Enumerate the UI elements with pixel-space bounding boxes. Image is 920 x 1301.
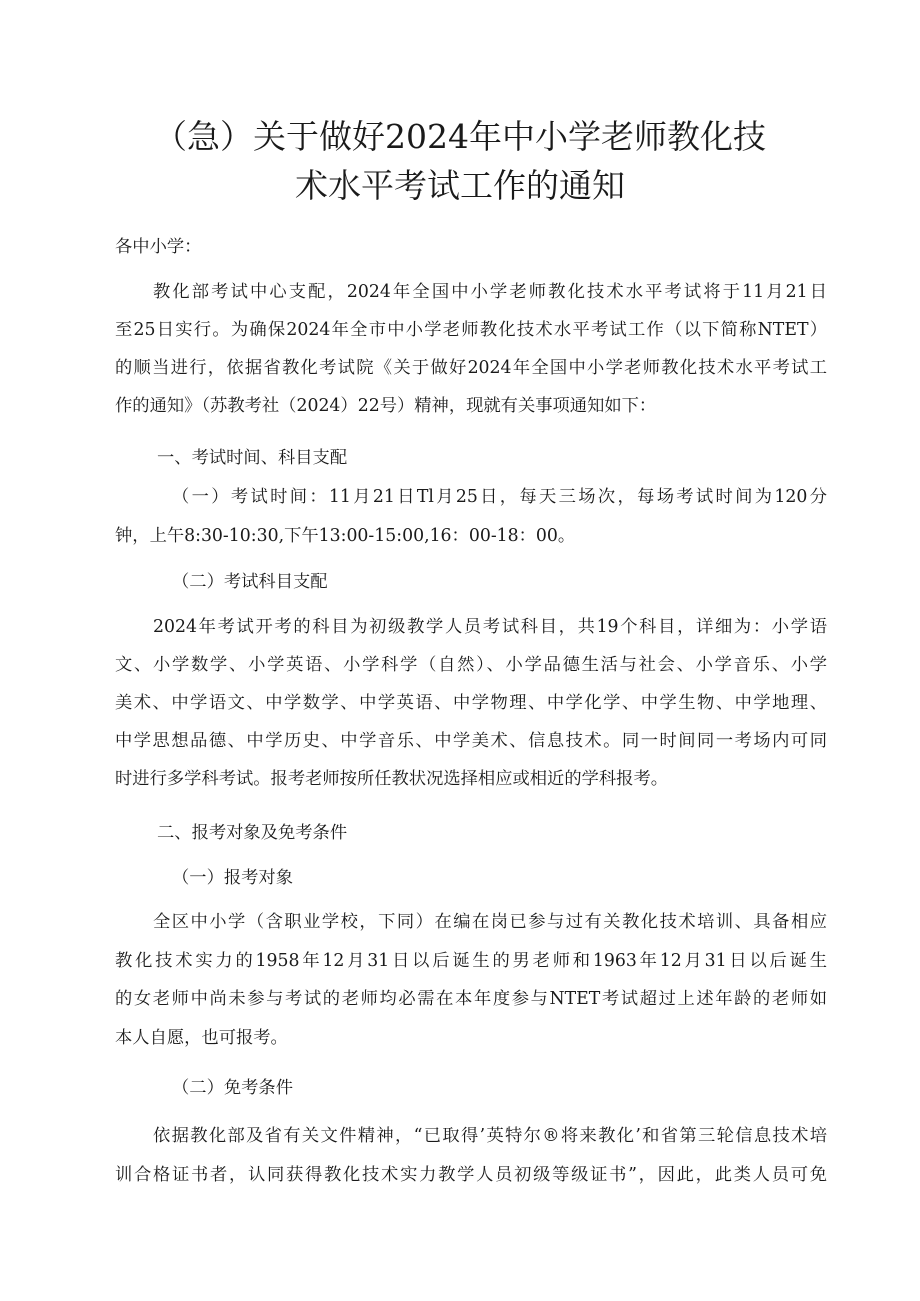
paragraph-line: 的女老师中尚未参与考试的老师均必需在本年度参与NTET考试超过上述年龄的老师如 bbox=[115, 989, 827, 1009]
document-title-line-1: （急）关于做好2024年中小学老师教化技 bbox=[154, 117, 766, 156]
subsection-heading: （一）报考对象 bbox=[172, 868, 293, 888]
paragraph-line: 本人自愿，也可报考。 bbox=[115, 1028, 288, 1048]
paragraph-line: 钟，上午8:30-10:30,下午13:00-15:00,16：00-18：00。 bbox=[115, 526, 576, 546]
section-heading: 一、考试时间、科目支配 bbox=[157, 448, 348, 468]
subsection-heading: （二）免考条件 bbox=[172, 1078, 293, 1098]
paragraph-line: 中学思想品德、中学历史、中学音乐、中学美术、信息技术。同一时间同一考场内可同 bbox=[115, 731, 827, 751]
subsection-heading: （二）考试科目支配 bbox=[172, 572, 328, 592]
paragraph-line: 依据教化部及省有关文件精神，“已取得’英特尔®将来教化’和省第三轮信息技术培 bbox=[153, 1126, 827, 1146]
paragraph-line: 2024年考试开考的科目为初级教学人员考试科目，共19个科目，详细为：小学语 bbox=[153, 617, 827, 637]
section-heading: 二、报考对象及免考条件 bbox=[157, 823, 348, 843]
paragraph-line: 全区中小学（含职业学校，下同）在编在岗已参与过有关教化技术培训、具备相应 bbox=[153, 912, 827, 932]
paragraph-line: （一）考试时间：11月21日Tl月25日，每天三场次，每场考试时间为120分 bbox=[172, 487, 827, 507]
paragraph-line: 教化技术实力的1958年12月31日以后诞生的男老师和1963年12月31日以后诞生 bbox=[115, 951, 827, 971]
paragraph-line: 时进行多学科考试。报考老师按所任教状况选择相应或相近的学科报考。 bbox=[115, 769, 669, 789]
paragraph-line: 训合格证书者，认同获得教化技术实力教学人员初级等级证书”，因此，此类人员可免 bbox=[115, 1165, 827, 1185]
paragraph-line: 至25日实行。为确保2024年全市中小学老师教化技术水平考试工作（以下简称NTET） bbox=[115, 320, 827, 340]
paragraph-line: 的顺当进行，依据省教化考试院《关于做好2024年全国中小学老师教化技术水平考试工 bbox=[115, 358, 827, 378]
paragraph-line: 作的通知》（苏教考社（2024）22号）精神，现就有关事项通知如下： bbox=[115, 396, 657, 416]
paragraph-line: 美术、中学语文、中学数学、中学英语、中学物理、中学化学、中学生物、中学地理、 bbox=[115, 693, 827, 713]
paragraph-line: 教化部考试中心支配，2024年全国中小学老师教化技术水平考试将于11月21日 bbox=[153, 282, 827, 302]
paragraph-line: 文、小学数学、小学英语、小学科学（自然）、小学品德生活与社会、小学音乐、小学 bbox=[115, 655, 827, 675]
document-title-line-2: 术水平考试工作的通知 bbox=[295, 166, 625, 205]
salutation: 各中小学： bbox=[115, 237, 202, 257]
